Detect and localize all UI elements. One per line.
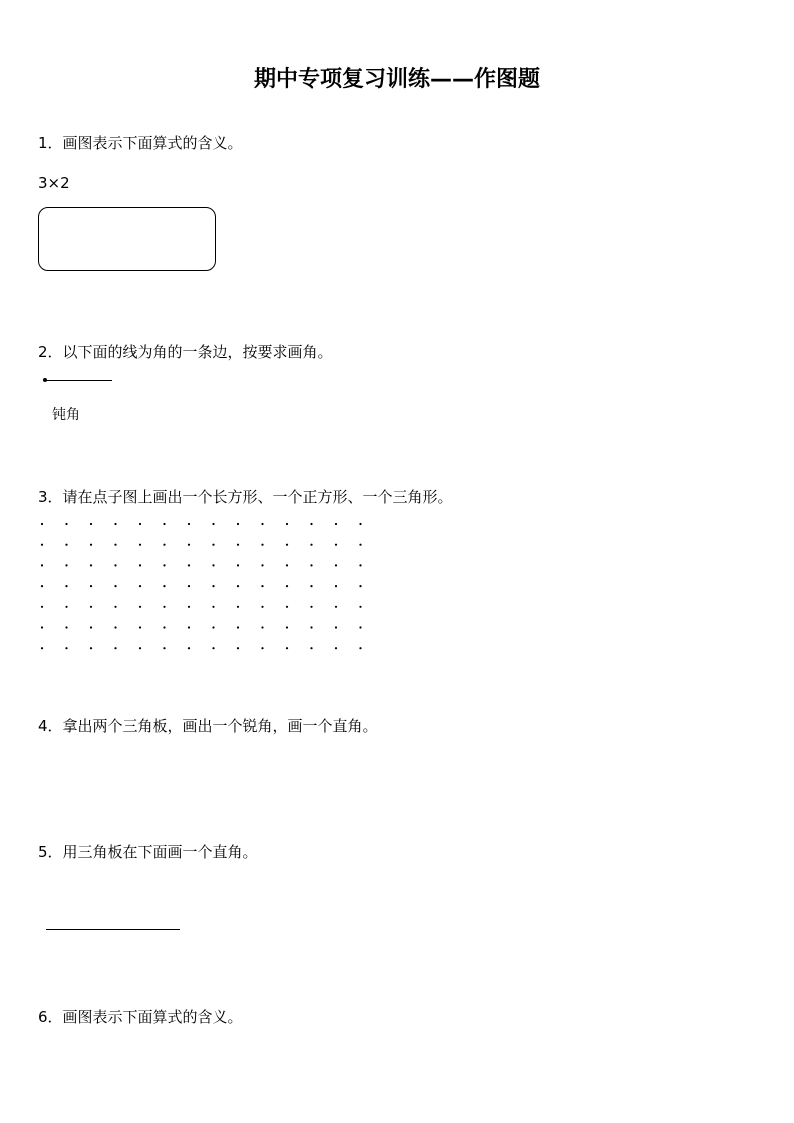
grid-dot bbox=[41, 606, 43, 608]
grid-dot bbox=[212, 606, 214, 608]
grid-dot bbox=[286, 544, 288, 546]
grid-dot bbox=[114, 564, 116, 566]
grid-dot bbox=[139, 626, 141, 628]
grid-dot bbox=[139, 585, 141, 587]
grid-dot bbox=[65, 544, 67, 546]
grid-dot bbox=[359, 564, 361, 566]
grid-dot bbox=[310, 523, 312, 525]
grid-dot bbox=[163, 523, 165, 525]
grid-dot bbox=[286, 606, 288, 608]
grid-dot bbox=[163, 564, 165, 566]
angle-type-label: 钝角 bbox=[52, 407, 80, 423]
grid-dot bbox=[139, 606, 141, 608]
grid-dot bbox=[163, 585, 165, 587]
grid-dot bbox=[188, 544, 190, 546]
grid-dot bbox=[188, 523, 190, 525]
grid-dot bbox=[41, 523, 43, 525]
grid-dot bbox=[310, 585, 312, 587]
base-line bbox=[46, 929, 180, 930]
grid-dot bbox=[114, 626, 116, 628]
grid-dot bbox=[212, 564, 214, 566]
grid-dot bbox=[114, 544, 116, 546]
grid-dot bbox=[237, 564, 239, 566]
grid-dot bbox=[163, 626, 165, 628]
grid-dot bbox=[237, 544, 239, 546]
grid-dot bbox=[310, 626, 312, 628]
question-3: 3．请在点子图上画出一个长方形、一个正方形、一个三角形。 bbox=[38, 488, 453, 506]
grid-dot bbox=[335, 544, 337, 546]
grid-dot bbox=[65, 585, 67, 587]
grid-dot bbox=[188, 647, 190, 649]
grid-dot bbox=[139, 544, 141, 546]
question-4: 4．拿出两个三角板，画出一个锐角，画一个直角。 bbox=[38, 717, 378, 735]
grid-dot bbox=[310, 564, 312, 566]
grid-dot bbox=[163, 544, 165, 546]
grid-dot bbox=[261, 626, 263, 628]
grid-dot bbox=[41, 626, 43, 628]
grid-dot bbox=[261, 585, 263, 587]
grid-dot bbox=[188, 606, 190, 608]
grid-dot bbox=[212, 544, 214, 546]
grid-dot bbox=[65, 606, 67, 608]
grid-dot bbox=[41, 585, 43, 587]
grid-dot bbox=[139, 564, 141, 566]
grid-dot bbox=[335, 647, 337, 649]
grid-dot bbox=[286, 523, 288, 525]
grid-dot bbox=[90, 606, 92, 608]
grid-dot bbox=[335, 606, 337, 608]
grid-dot bbox=[335, 564, 337, 566]
grid-dot bbox=[310, 544, 312, 546]
grid-dot bbox=[90, 544, 92, 546]
grid-dot bbox=[359, 544, 361, 546]
dot-grid[interactable] bbox=[40, 522, 370, 657]
grid-dot bbox=[237, 606, 239, 608]
grid-dot bbox=[90, 626, 92, 628]
grid-dot bbox=[90, 523, 92, 525]
grid-dot bbox=[286, 564, 288, 566]
grid-dot bbox=[65, 523, 67, 525]
grid-dot bbox=[90, 585, 92, 587]
question-2: 2．以下面的线为角的一条边，按要求画角。 bbox=[38, 343, 333, 361]
grid-dot bbox=[212, 626, 214, 628]
grid-dot bbox=[359, 626, 361, 628]
grid-dot bbox=[359, 647, 361, 649]
page-title: 期中专项复习训练——作图题 bbox=[253, 67, 540, 92]
answer-box[interactable] bbox=[38, 207, 216, 271]
grid-dot bbox=[359, 606, 361, 608]
grid-dot bbox=[286, 585, 288, 587]
grid-dot bbox=[41, 647, 43, 649]
grid-dot bbox=[261, 523, 263, 525]
grid-dot bbox=[41, 544, 43, 546]
grid-dot bbox=[335, 523, 337, 525]
grid-dot bbox=[65, 626, 67, 628]
grid-dot bbox=[41, 564, 43, 566]
grid-dot bbox=[261, 647, 263, 649]
grid-dot bbox=[310, 606, 312, 608]
grid-dot bbox=[286, 647, 288, 649]
grid-dot bbox=[139, 523, 141, 525]
grid-dot bbox=[261, 564, 263, 566]
grid-dot bbox=[237, 626, 239, 628]
grid-dot bbox=[65, 647, 67, 649]
grid-dot bbox=[188, 585, 190, 587]
grid-dot bbox=[335, 626, 337, 628]
grid-dot bbox=[286, 626, 288, 628]
grid-dot bbox=[114, 523, 116, 525]
grid-dot bbox=[237, 647, 239, 649]
grid-dot bbox=[335, 585, 337, 587]
question-5: 5．用三角板在下面画一个直角。 bbox=[38, 843, 258, 861]
grid-dot bbox=[359, 585, 361, 587]
grid-dot bbox=[212, 585, 214, 587]
ray-line bbox=[45, 380, 112, 381]
question-6: 6．画图表示下面算式的含义。 bbox=[38, 1008, 243, 1026]
grid-dot bbox=[359, 523, 361, 525]
grid-dot bbox=[188, 564, 190, 566]
grid-dot bbox=[188, 626, 190, 628]
grid-dot bbox=[114, 647, 116, 649]
grid-dot bbox=[114, 585, 116, 587]
grid-dot bbox=[65, 564, 67, 566]
grid-dot bbox=[261, 606, 263, 608]
grid-dot bbox=[163, 647, 165, 649]
grid-dot bbox=[139, 647, 141, 649]
question-1: 1．画图表示下面算式的含义。 bbox=[38, 134, 243, 152]
grid-dot bbox=[310, 647, 312, 649]
grid-dot bbox=[114, 606, 116, 608]
grid-dot bbox=[90, 564, 92, 566]
grid-dot bbox=[163, 606, 165, 608]
grid-dot bbox=[212, 647, 214, 649]
grid-dot bbox=[237, 585, 239, 587]
grid-dot bbox=[212, 523, 214, 525]
grid-dot bbox=[261, 544, 263, 546]
question-1-expression: 3×2 bbox=[38, 174, 70, 192]
grid-dot bbox=[237, 523, 239, 525]
grid-dot bbox=[90, 647, 92, 649]
